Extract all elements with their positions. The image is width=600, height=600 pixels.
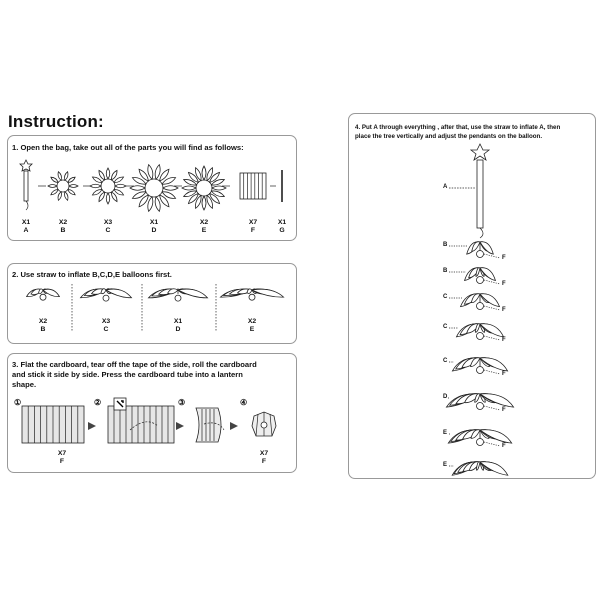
dome-b-label: X2 B bbox=[38, 318, 48, 333]
dome-d-label: X1 D bbox=[173, 318, 183, 333]
tree-layer-1 bbox=[449, 242, 500, 258]
tree-layer-5 bbox=[449, 358, 508, 374]
step3-left-label: X7 F bbox=[57, 450, 67, 465]
dome-e-label: X2 E bbox=[247, 318, 257, 333]
tree-layer-label: E bbox=[443, 430, 448, 436]
pendant-label: F bbox=[502, 307, 506, 313]
part-b-balloon bbox=[48, 172, 78, 201]
step3-text-line2: and stick it side by side. Press the cardboard tube into a lantern bbox=[12, 370, 243, 379]
substep-2: ② bbox=[94, 398, 102, 407]
step4-tree-illustration bbox=[349, 114, 597, 480]
pendant-label: F bbox=[502, 443, 506, 449]
pendant-label: F bbox=[502, 371, 506, 377]
tree-layer-label: D bbox=[443, 394, 448, 400]
tree-layer-label: B bbox=[443, 268, 448, 274]
tree-layer-label: C bbox=[443, 358, 448, 364]
pendant-label: F bbox=[502, 255, 506, 261]
step1-panel bbox=[7, 135, 297, 241]
part-c-balloon bbox=[90, 168, 126, 204]
step1-text: 1. Open the bag, take out all of the parts you will find as follows: bbox=[12, 143, 244, 152]
part-e-balloon bbox=[182, 166, 226, 210]
lantern-shape bbox=[252, 412, 276, 436]
part-e-label: X2 E bbox=[199, 219, 209, 234]
tree-layer-8 bbox=[449, 462, 508, 476]
tree-layer-label: B bbox=[443, 242, 448, 248]
part-b-label: X2 B bbox=[58, 219, 68, 234]
dome-d bbox=[148, 289, 207, 301]
page-title: Instruction: bbox=[8, 112, 104, 131]
part-d-balloon bbox=[130, 165, 178, 212]
dome-b bbox=[27, 289, 60, 300]
part-c-label: X3 C bbox=[103, 219, 113, 234]
stem-label: A bbox=[443, 184, 448, 190]
step3-panel bbox=[7, 353, 297, 473]
pendant-label: F bbox=[502, 281, 506, 287]
dome-e bbox=[220, 289, 283, 300]
part-a-label: X1 A bbox=[21, 219, 31, 234]
part-a-straw bbox=[20, 160, 32, 210]
tree-layer-label: C bbox=[443, 324, 448, 330]
step2-panel bbox=[7, 263, 297, 344]
step2-text: 2. Use straw to inflate B,C,D,E balloons first. bbox=[12, 270, 172, 279]
part-f-cardboard bbox=[240, 173, 266, 199]
step3-text-line3: shape. bbox=[12, 380, 37, 389]
part-f-label: X7 F bbox=[248, 219, 258, 234]
pendant-label: F bbox=[502, 337, 506, 343]
tree-layer-label: C bbox=[443, 294, 448, 300]
pendant-label: F bbox=[502, 407, 506, 413]
tree-layer-4 bbox=[449, 324, 504, 340]
step3-right-label: X7 F bbox=[259, 450, 269, 465]
tree-layer-3 bbox=[449, 294, 500, 310]
step4-text-line1: 4. Put A through everything , after that, use the straw to inflate A, then bbox=[355, 124, 561, 131]
tree-layer-2 bbox=[449, 268, 500, 284]
dome-c-label: X3 C bbox=[101, 318, 111, 333]
substep-3: ③ bbox=[178, 398, 186, 407]
step3-text-line1: 3. Flat the cardboard, tear off the tape of the side, roll the cardboard bbox=[12, 360, 257, 369]
substep-4: ④ bbox=[240, 398, 248, 407]
step4-panel bbox=[348, 113, 596, 479]
step4-text-line2: place the tree vertically and adjust the pendants on the balloon. bbox=[355, 133, 543, 140]
dome-c bbox=[80, 289, 131, 301]
substep-1: ① bbox=[14, 398, 22, 407]
part-g-label: X1 G bbox=[277, 219, 287, 234]
part-d-label: X1 D bbox=[149, 219, 159, 234]
tree-layer-label: E bbox=[443, 462, 448, 468]
